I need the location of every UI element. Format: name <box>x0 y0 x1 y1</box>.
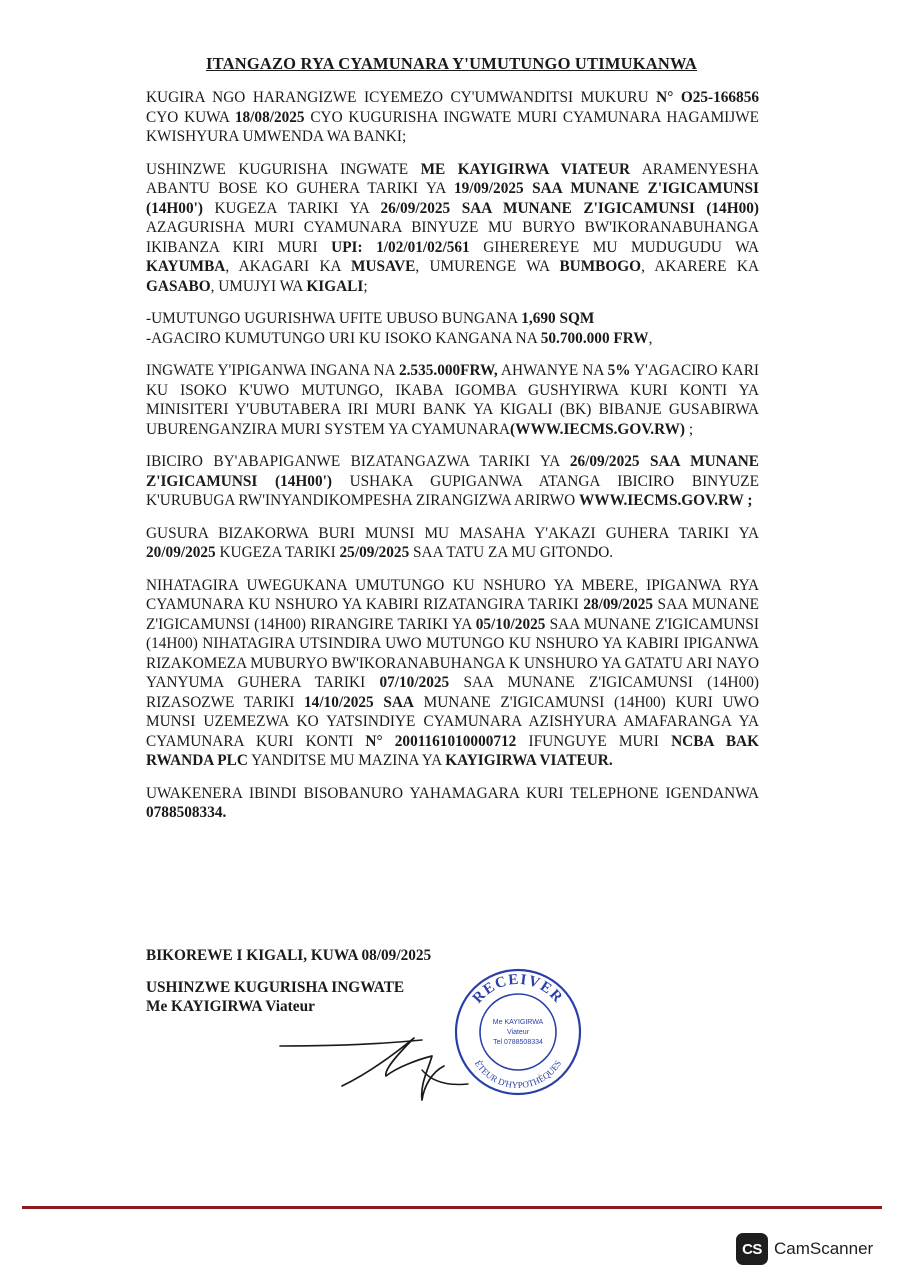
text: , <box>648 329 653 347</box>
deposit-amount: 2.535.000FRW, <box>398 362 498 379</box>
round3-end: 14/10/2025 SAA <box>304 693 414 711</box>
sector: BUMBOGO <box>559 258 642 275</box>
text: KUGIRA NGO HARANGIZWE ICYEMEZO CY'UMWANDITSI MUKURU <box>146 89 657 106</box>
district: GASABO <box>146 277 211 295</box>
village: KAYUMBA <box>146 258 226 275</box>
bank-name: NCBA BAK RWANDA PLC <box>146 732 759 769</box>
property-area-line <box>146 309 759 329</box>
text: MUNANE Z'IGICAMUNSI (14H00) KURI UWO MUNSI UZEMEZWA KO YATSINDIYE CYAMUNARA AZISHYURA AMAFARANGA YA CYAMUNARA KURI KONTI <box>146 693 760 750</box>
round3-start: 07/10/2025 <box>379 674 450 691</box>
city: KIGALI <box>306 277 364 295</box>
text: KUGEZA TARIKI <box>215 544 340 561</box>
text: CYO KUGURISHA INGWATE MURI CYAMUNARA HAGAMIJWE KWISHYURA UMWENDA WA BANKI; <box>146 108 759 145</box>
deposit-percent: 5% <box>607 362 631 379</box>
certificate-number: N° O25-166856 <box>656 89 760 106</box>
text: SAA TATU ZA MU GITONDO. <box>409 544 614 561</box>
page-title: ITANGAZO RYA CYAMUNARA Y'UMUTUNGO UTIMUKANWA <box>205 54 698 73</box>
text: CYO KUWA <box>146 108 235 126</box>
handwritten-signature <box>272 1012 472 1112</box>
svg-text:RECEIVER <box>470 972 566 1007</box>
signer-role: USHINZWE KUGURISHA INGWATE <box>146 978 405 996</box>
text: , AKAGARI KA <box>225 258 352 275</box>
receiver-stamp <box>448 960 588 1100</box>
paragraph-rounds <box>146 576 759 771</box>
text: USHINZWE KUGURISHA INGWATE <box>146 160 421 178</box>
certificate-date: 18/08/2025 <box>234 108 305 126</box>
place-date: BIKOREWE I KIGALI, KUWA 08/09/2025 <box>146 947 432 964</box>
text: IBICIRO BY'ABAPIGANWE BIZATANGAZWA TARIKI YA <box>146 453 570 470</box>
text: IFUNGUYE MURI <box>516 732 672 750</box>
text: AHWANYE NA <box>497 362 608 379</box>
auction-start: 19/09/2025 SAA MUNANE Z'IGICAMUNSI (14H00') <box>146 180 759 217</box>
paragraph-2 <box>146 160 759 297</box>
paragraph-1 <box>146 88 759 147</box>
visit-start: 20/09/2025 <box>146 544 216 561</box>
text: NIHATAGIRA UWEGUKANA UMUTUNGO KU NSHURO YA MBERE, IPIGANWA RYA CYAMUNARA KU NSHURO YA KABIRI RIZATANGIRA TARIKI <box>146 576 759 613</box>
text: ; <box>685 420 694 438</box>
text: USHAKA GUPIGANWA ATANGA IBICIRO BINYUZE K'URUBUGA RW'INYANDIKOMPESHA ZIRANGIZWA ARIRWO <box>146 472 759 509</box>
footer-rule <box>22 1206 882 1209</box>
text: UWAKENERA IBINDI BISOBANURO YAHAMAGARA KURI TELEPHONE IGENDANWA <box>146 784 759 802</box>
camscanner-watermark <box>736 1232 873 1266</box>
text: -UMUTUNGO UGURISHWA UFITE UBUSO BUNGANA <box>146 310 522 327</box>
receiver-name: ME KAYIGIRWA VIATEUR <box>420 160 631 178</box>
text: , AKARERE KA <box>641 258 759 275</box>
visit-end: 25/09/2025 <box>339 544 410 561</box>
text: GUSURA BIZAKORWA BURI MUNSI MU MASAHA Y'AKAZI GUHERA TARIKI YA <box>146 524 759 542</box>
round2-start: 28/09/2025 <box>583 596 654 613</box>
stamp-line: Tel 0788508334 <box>493 1039 543 1046</box>
text: INGWATE Y'IPIGANWA INGANA NA <box>146 362 399 379</box>
text: SAA MUNANE Z'IGICAMUNSI (14H00) RIZASOZWE TARIKI <box>146 674 759 711</box>
results-date: 26/09/2025 SAA MUNANE Z'IGICAMUNSI (14H00') <box>146 453 759 490</box>
paragraph-visits <box>146 524 759 563</box>
auction-end: 26/09/2025 SAA MUNANE Z'IGICAMUNSI (14H00) <box>380 199 759 217</box>
iecms-link: WWW.IECMS.GOV.RW ; <box>579 492 753 509</box>
paragraph-results <box>146 452 759 511</box>
account-number: N° 2001161010000712 <box>365 732 517 750</box>
text: Y'AGACIRO KARI KU ISOKO K'UWO MUTUNGO, IKABA IGOMBA GUSHYIRWA KURI KONTI YA MINISITERI Y'UBUTABERA IRI MURI BANK YA KIGALI (BK) BIBANJE GUSABIRWA UBURENGANZIRA MURI SYSTEM YA CYAMUNARA <box>146 362 760 438</box>
stamp-line: Viateur <box>506 1029 530 1036</box>
parcel-upi: UPI: 1/02/01/02/561 <box>331 238 470 256</box>
text: -AGACIRO KUMUTUNGO URI KU ISOKO KANGANA NA <box>146 329 541 347</box>
property-value: 50.700.000 FRW <box>540 329 649 347</box>
text: , UMUJYI WA <box>210 277 307 295</box>
text: KUGEZA TARIKI YA <box>202 199 381 217</box>
phone-number: 0788508334. <box>146 804 227 821</box>
iecms-link: (WWW.IECMS.GOV.RW) <box>510 420 686 438</box>
text: SAA MUNANE Z'IGICAMUNSI (14H00) NIHATAGIRA UTSINDIRA UWO MUTUNGO KU NSHURO YA KABIRI IPIGANWA RIZAKOMEZA MUBURYO BW'IKORANABUHANGA K UNSHURO YA GATATU ARI NAYO YANYUMA GUHERA TARIKI <box>146 615 759 691</box>
account-holder: KAYIGIRWA VIATEUR. <box>445 752 613 769</box>
paragraph-contact <box>146 784 759 823</box>
cell: MUSAVE <box>351 258 416 275</box>
stamp-top-text: RECEIVER <box>469 971 567 1007</box>
stamp-line: Me KAYIGIRWA <box>492 1019 544 1026</box>
camscanner-brand: CamScanner <box>774 1239 874 1258</box>
property-value-line <box>146 329 759 349</box>
camscanner-logo-icon: CS <box>736 1233 768 1265</box>
text: ARAMENYESHA ABANTU BOSE KO GUHERA TARIKI YA <box>146 160 759 197</box>
round2-end: 05/10/2025 <box>475 615 546 633</box>
text: GIHEREREYE MU MUDUGUDU WA <box>469 238 760 256</box>
announcement-body <box>146 88 759 836</box>
text: YANDITSE MU MAZINA YA <box>247 752 446 769</box>
stamp-bottom-text: ÉTEUR D'HYPOTHÈQUES <box>472 1058 564 1091</box>
signer-name: Me KAYIGIRWA Viateur <box>146 998 315 1015</box>
text: ; <box>363 277 368 295</box>
paragraph-deposit <box>146 361 759 439</box>
text: SAA MUNANE Z'IGICAMUNSI (14H00) RIRANGIRE TARIKI YA <box>146 596 759 633</box>
text: , UMURENGE WA <box>415 258 560 275</box>
text: AZAGURISHA MURI CYAMUNARA BINYUZE MU BURYO BW'IKORANABUHANGA IKIBANZA KIRI MURI <box>146 219 759 256</box>
property-area: 1,690 SQM <box>521 310 595 327</box>
